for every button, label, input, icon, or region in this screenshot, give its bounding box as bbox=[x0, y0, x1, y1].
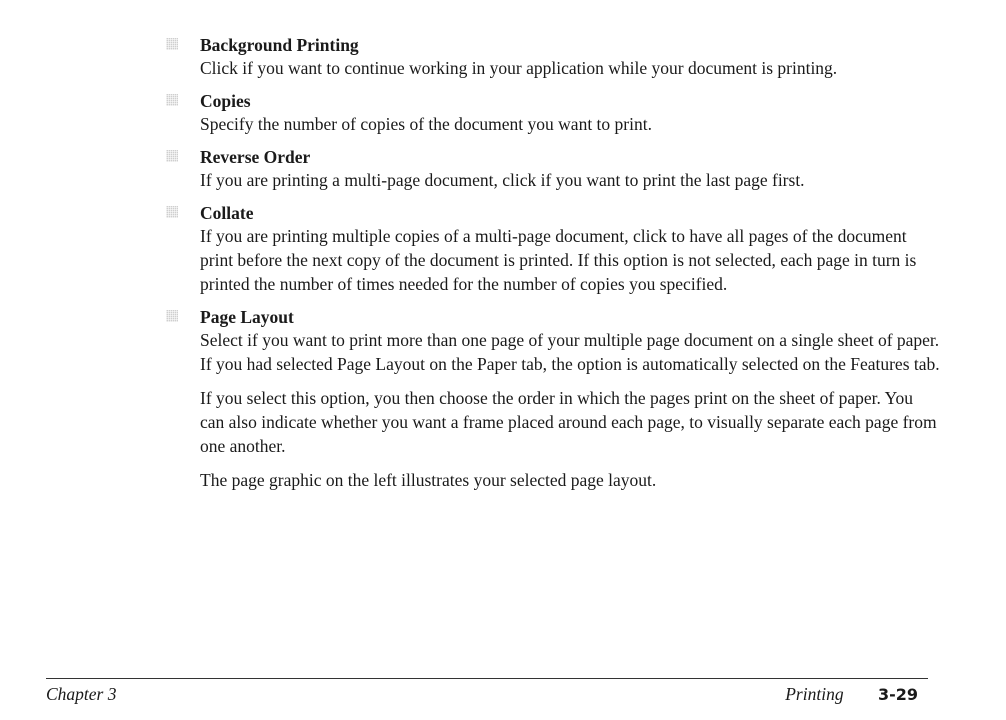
square-bullet-icon bbox=[166, 38, 178, 50]
option-term: Background Printing bbox=[200, 35, 359, 55]
document-body bbox=[200, 34, 940, 502]
square-bullet-icon bbox=[166, 310, 178, 322]
option-term: Copies bbox=[200, 91, 251, 111]
option-copies bbox=[200, 90, 940, 136]
square-bullet-icon bbox=[166, 150, 178, 162]
option-term: Collate bbox=[200, 203, 254, 223]
option-detail-paragraph: If you select this option, you then choose the order in which the pages print on the sheet of paper. You can also indicate whether you want a frame placed around each page, to visually separate each page from one another. bbox=[200, 388, 937, 456]
option-description: Specify the number of copies of the document you want to print. bbox=[200, 114, 652, 134]
option-background-printing bbox=[200, 34, 940, 80]
option-term: Page Layout bbox=[200, 307, 294, 327]
footer-divider bbox=[46, 678, 928, 679]
square-bullet-icon bbox=[166, 94, 178, 106]
page-footer bbox=[46, 684, 918, 708]
option-description: If you are printing multiple copies of a multi-page document, click to have all pages of the document print before the next copy of the document is printed. If this option is not selected, each page in turn is printed the number of times needed for the number of copies you specified. bbox=[200, 226, 917, 294]
square-bullet-icon bbox=[166, 206, 178, 218]
option-page-layout bbox=[200, 306, 940, 492]
footer-right-group bbox=[785, 684, 918, 705]
option-detail-paragraph: The page graphic on the left illustrates your selected page layout. bbox=[200, 470, 657, 490]
page-number: 3-29 bbox=[877, 685, 918, 704]
option-collate bbox=[200, 202, 940, 296]
footer-chapter: Chapter 3 bbox=[46, 684, 117, 704]
option-reverse-order bbox=[200, 146, 940, 192]
option-term: Reverse Order bbox=[200, 147, 311, 167]
option-description: Select if you want to print more than one page of your multiple page document on a single sheet of paper. If you had selected Page Layout on the Paper tab, the option is automatically selected on the Features tab. bbox=[200, 330, 940, 374]
footer-section-title: Printing bbox=[785, 684, 844, 704]
option-description: Click if you want to continue working in your application while your document is printing. bbox=[200, 58, 838, 78]
option-description: If you are printing a multi-page document, click if you want to print the last page first. bbox=[200, 170, 805, 190]
